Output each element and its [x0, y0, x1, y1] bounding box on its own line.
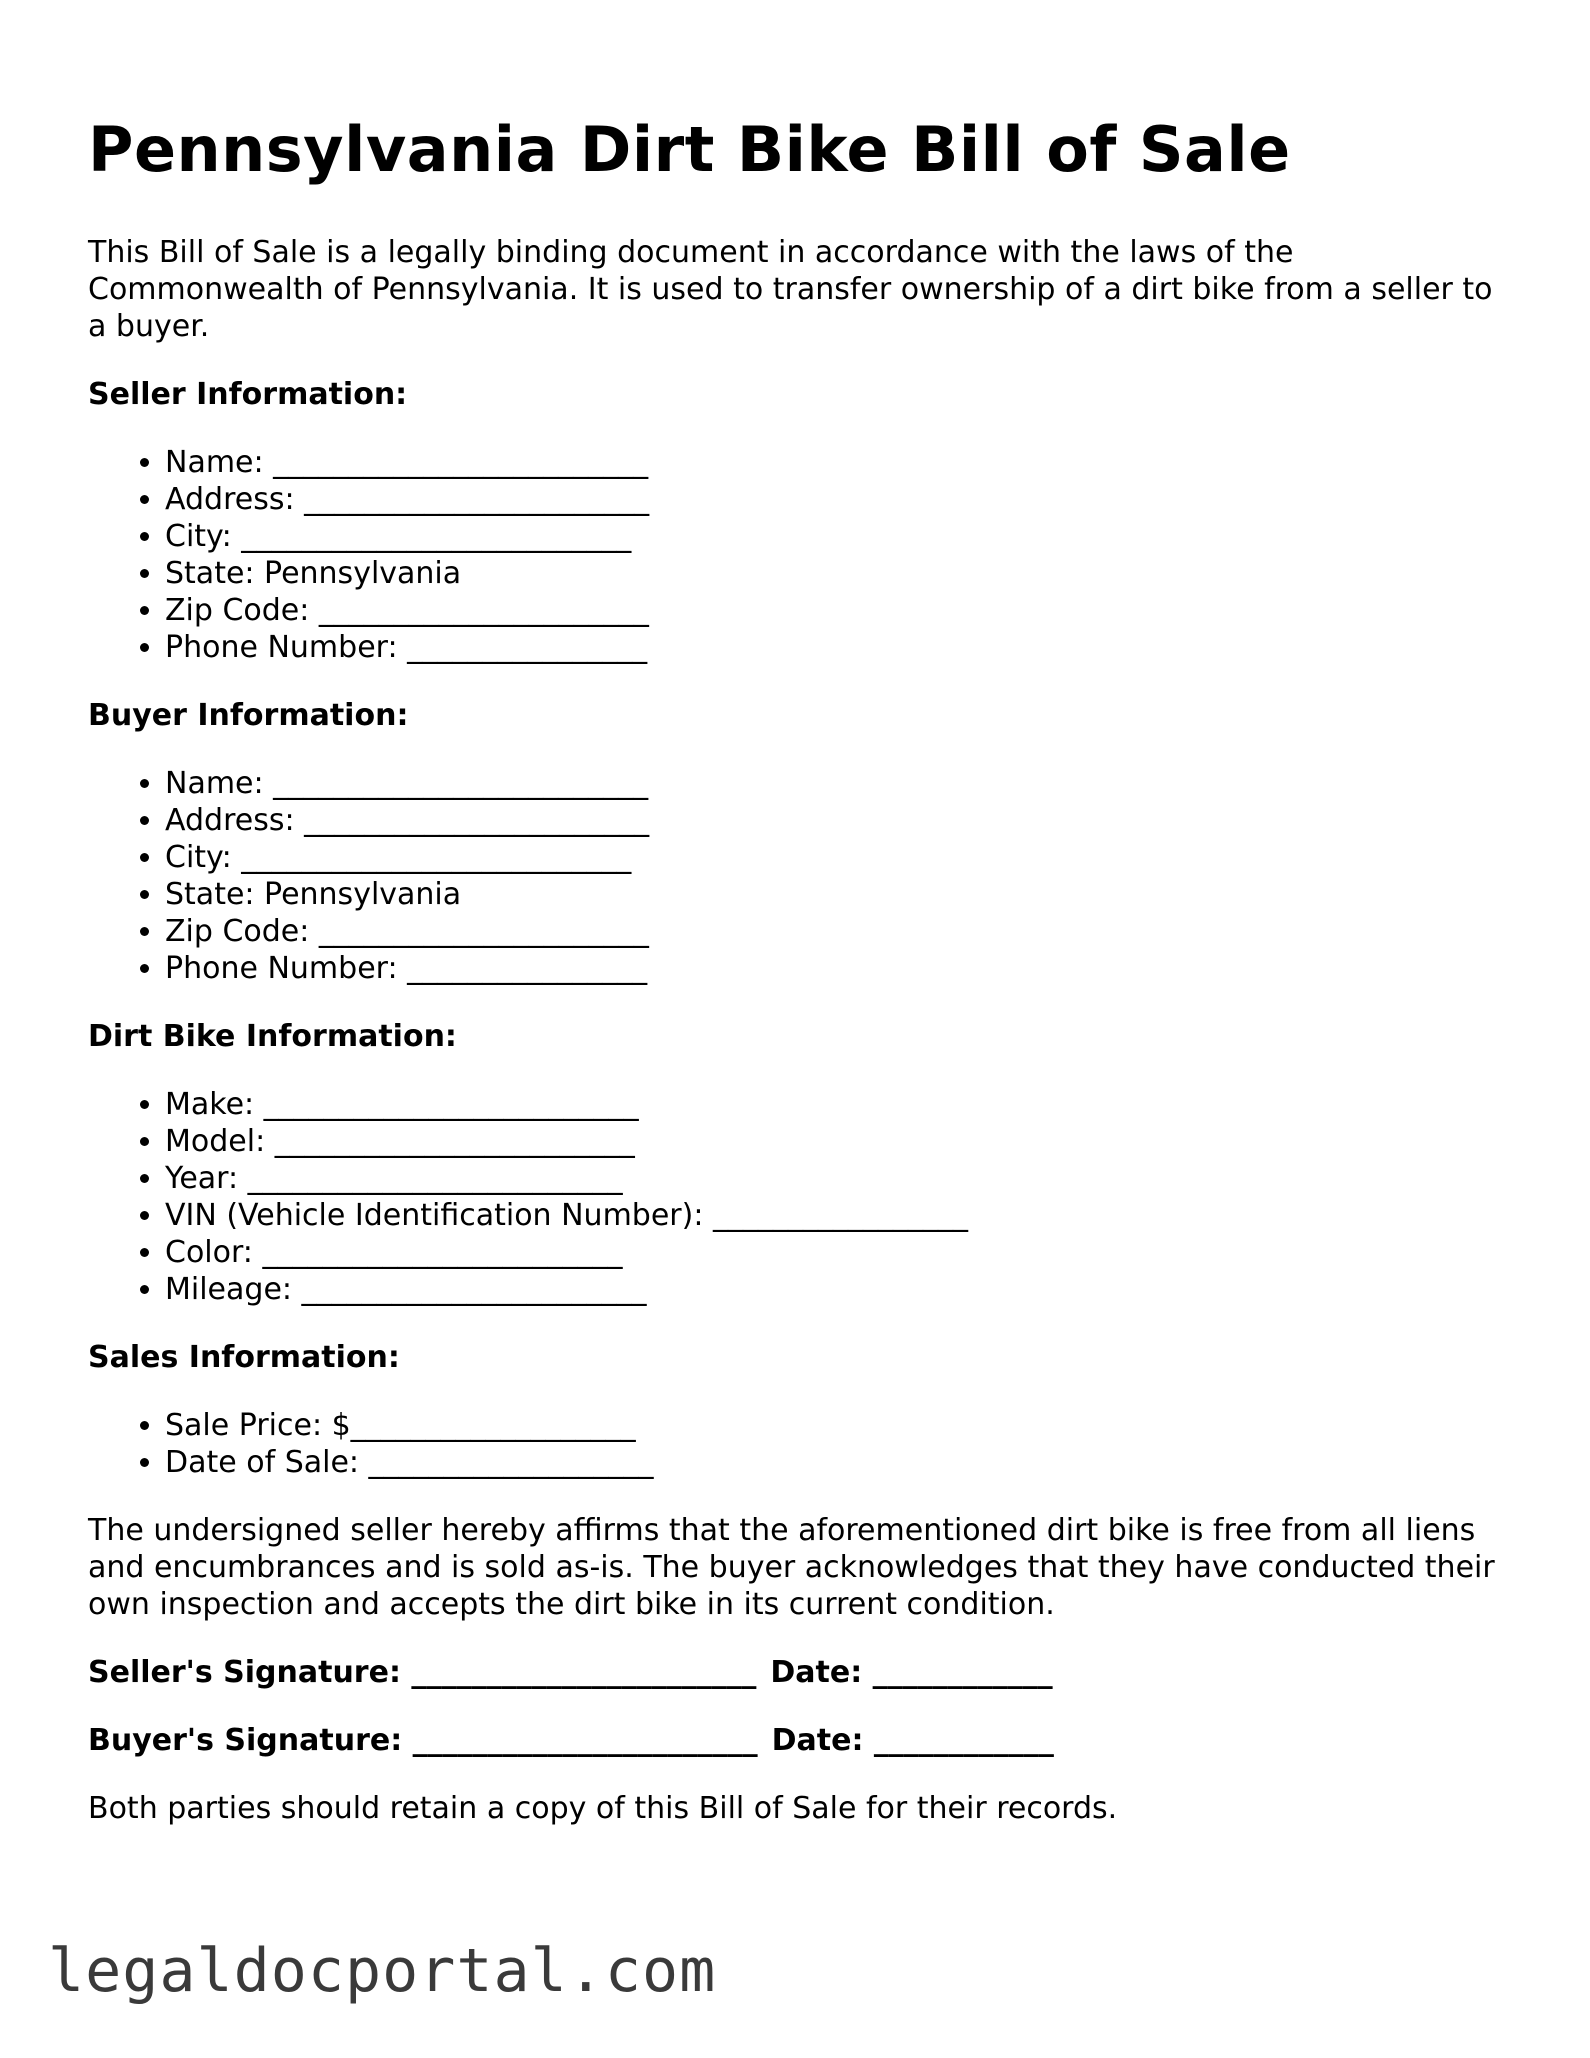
buyer-city-field[interactable]: • City: __________________________: [165, 839, 1508, 876]
bike-info-heading: Dirt Bike Information:: [88, 1019, 457, 1054]
buyer-address-field[interactable]: • Address: _______________________: [165, 802, 1508, 839]
seller-name-field[interactable]: • Name: _________________________: [165, 444, 1508, 481]
buyer-info-heading: Buyer Information:: [88, 698, 409, 733]
sale-date-field[interactable]: • Date of Sale: ___________________: [165, 1444, 1508, 1481]
retain-copy-note: Both parties should retain a copy of this Bill of Sale for their records.: [88, 1791, 1118, 1826]
seller-info-heading: Seller Information:: [88, 377, 408, 412]
document-page: [88, 108, 1508, 1827]
seller-zip-field[interactable]: • Zip Code: ______________________: [165, 592, 1508, 629]
seller-signature-date-field[interactable]: Date: ____________: [770, 1655, 1053, 1690]
bike-vin-field[interactable]: • VIN (Vehicle Identification Number): _________________: [165, 1197, 1508, 1234]
bike-color-field[interactable]: • Color: ________________________: [165, 1234, 1508, 1271]
seller-signature-field[interactable]: Seller's Signature: _______________________: [88, 1655, 757, 1690]
sales-info-heading: Sales Information:: [88, 1340, 400, 1375]
bike-info-list: [88, 1086, 1508, 1308]
seller-state-field: • State: Pennsylvania: [165, 555, 1508, 592]
sales-info-list: [88, 1407, 1508, 1481]
seller-signature-line[interactable]: [88, 1654, 1508, 1691]
seller-phone-field[interactable]: • Phone Number: ________________: [165, 629, 1508, 666]
buyer-signature-field[interactable]: Buyer's Signature: _______________________: [88, 1723, 758, 1758]
site-watermark: legaldocportal.com: [48, 1936, 717, 2006]
buyer-signature-line[interactable]: [88, 1722, 1508, 1759]
buyer-signature-date-field[interactable]: Date: ____________: [771, 1723, 1054, 1758]
bike-mileage-field[interactable]: • Mileage: _______________________: [165, 1271, 1508, 1308]
buyer-zip-field[interactable]: • Zip Code: ______________________: [165, 913, 1508, 950]
buyer-info-list: [88, 765, 1508, 987]
bike-make-field[interactable]: • Make: _________________________: [165, 1086, 1508, 1123]
seller-address-field[interactable]: • Address: _______________________: [165, 481, 1508, 518]
document-title: Pennsylvania Dirt Bike Bill of Sale: [88, 113, 1291, 186]
buyer-state-field: • State: Pennsylvania: [165, 876, 1508, 913]
seller-info-list: [88, 444, 1508, 666]
intro-paragraph: This Bill of Sale is a legally binding document in accordance with the laws of the Commonwealth of Pennsylvania. It is used to transfer ownership of a dirt bike from a seller to a buyer.: [88, 235, 1493, 344]
bike-year-field[interactable]: • Year: _________________________: [165, 1160, 1508, 1197]
bike-model-field[interactable]: • Model: ________________________: [165, 1123, 1508, 1160]
buyer-name-field[interactable]: • Name: _________________________: [165, 765, 1508, 802]
seller-city-field[interactable]: • City: __________________________: [165, 518, 1508, 555]
buyer-phone-field[interactable]: • Phone Number: ________________: [165, 950, 1508, 987]
sale-price-field[interactable]: • Sale Price: $___________________: [165, 1407, 1508, 1444]
affirmation-paragraph: The undersigned seller hereby affirms that the aforementioned dirt bike is free from all liens and encumbrances and is sold as-is. The buyer acknowledges that they have conducted their own inspection and accepts the dirt bike in its current condition.: [88, 1513, 1495, 1622]
